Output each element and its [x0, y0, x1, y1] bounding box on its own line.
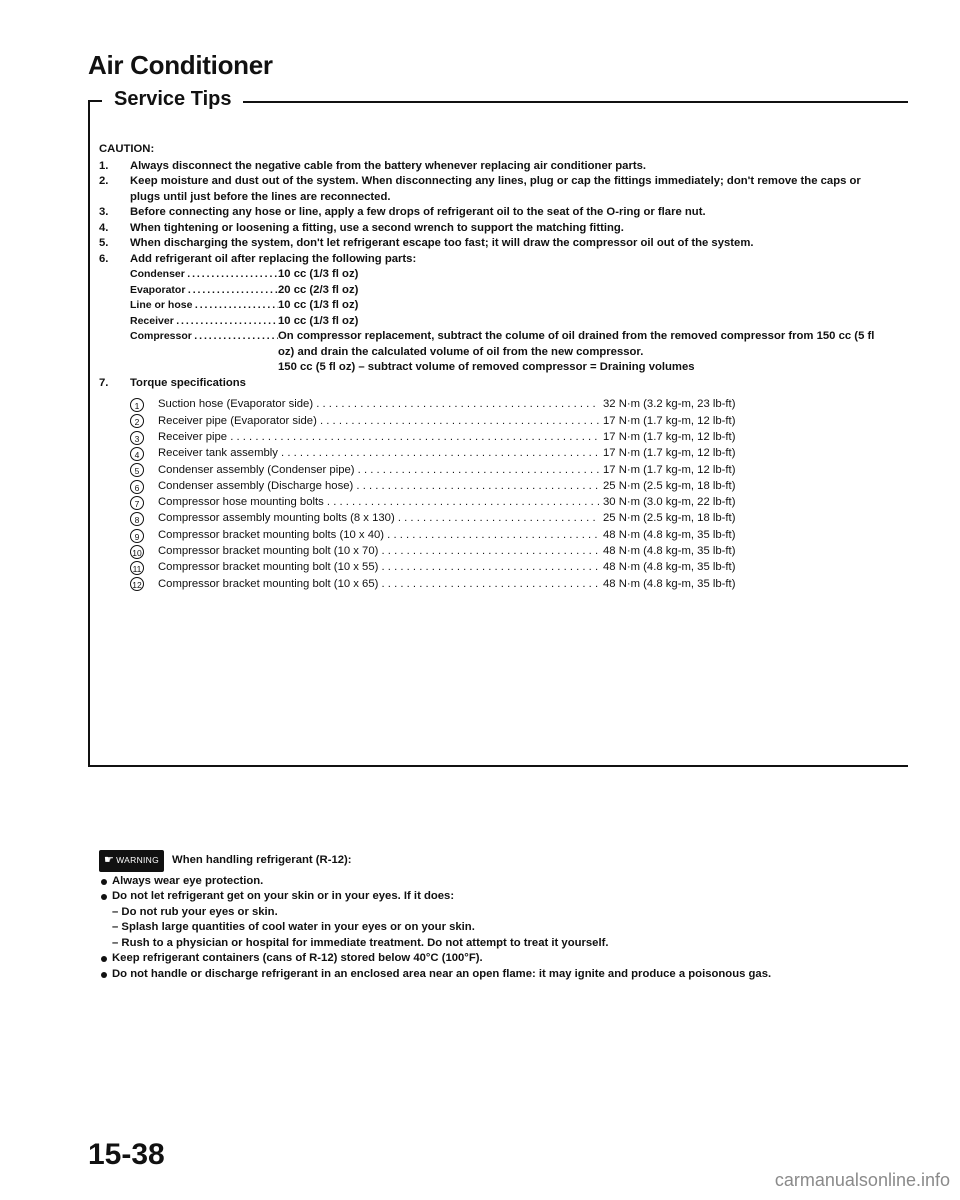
torque-value: 48 N·m (4.8 kg-m, 35 lb-ft) — [603, 561, 736, 574]
torque-row — [130, 495, 889, 511]
frame-corner — [88, 100, 102, 102]
callout-number: 3 — [130, 431, 144, 445]
torque-part: Receiver pipe (Evaporator side) . . . — [158, 414, 599, 430]
bullet-text: Keep refrigerant containers (cans of R-12) stored below 40°C (100°F). — [112, 952, 483, 964]
torque-part: Receiver tank assembly . . . — [158, 446, 599, 462]
item-number: 6. — [99, 252, 109, 265]
oil-row — [130, 298, 889, 314]
frame-bottom-border — [88, 765, 908, 767]
torque-row — [130, 478, 889, 494]
item-number: 2. — [99, 175, 109, 187]
page-title: Air Conditioner — [88, 50, 273, 80]
caution-section — [99, 142, 889, 593]
oil-part-name: Condenser . . . — [130, 267, 278, 283]
callout-number: 9 — [130, 529, 144, 543]
torque-value: 48 N·m (4.8 kg-m, 35 lb-ft) — [603, 545, 736, 558]
oil-amount: 10 cc (1/3 fl oz) — [278, 268, 359, 280]
callout-number: 6 — [130, 480, 144, 494]
torque-value: 48 N·m (4.8 kg-m, 35 lb-ft) — [603, 528, 736, 541]
item-text: Add refrigerant oil after replacing the following parts: — [130, 252, 417, 265]
torque-value: 25 N·m (2.5 kg-m, 18 lb-ft) — [603, 512, 736, 525]
torque-part: Compressor bracket mounting bolts (10 x 40) . . . — [158, 528, 599, 544]
torque-table — [130, 397, 889, 593]
oil-part-name: Compressor . . . — [130, 329, 278, 376]
oil-part-name: Evaporator . . . — [130, 283, 278, 299]
torque-part: Receiver pipe . . . — [158, 430, 599, 446]
warning-badge-label: WARNING — [116, 855, 160, 865]
warning-subitem: – Rush to a physician or hospital for immediate treatment. Do not attempt to treat it yourself. — [112, 936, 609, 949]
callout-number: 1 — [130, 398, 144, 412]
torque-value: 17 N·m (1.7 kg-m, 12 lb-ft) — [603, 447, 736, 460]
caution-item — [99, 252, 889, 376]
caution-item — [99, 221, 889, 237]
item-number: 1. — [99, 159, 109, 172]
item-number: 3. — [99, 206, 109, 218]
caution-heading: CAUTION: — [99, 143, 155, 155]
oil-table — [130, 267, 889, 376]
item-text: Always disconnect the negative cable from the battery whenever replacing air conditioner parts. — [130, 159, 647, 172]
oil-row — [130, 329, 889, 376]
oil-row — [130, 314, 889, 330]
callout-number: 10 — [130, 545, 144, 559]
torque-part: Compressor bracket mounting bolt (10 x 55) . . . — [158, 560, 599, 576]
bullet-icon — [101, 894, 107, 900]
oil-amount: 20 cc (2/3 fl oz) — [278, 283, 359, 296]
torque-part: Compressor bracket mounting bolt (10 x 65) . . . — [158, 577, 599, 593]
bullet-icon — [101, 879, 107, 885]
warning-bullet — [99, 967, 889, 983]
item-text: Before connecting any hose or line, apply a few drops of refrigerant oil to the seat of the O-ring or flare nut. — [130, 206, 706, 218]
bullet-text: Do not handle or discharge refrigerant in an enclosed area near an open flame: it may ignite and produce a poisonous gas. — [112, 967, 772, 980]
torque-row — [130, 576, 889, 592]
warning-subitem: – Splash large quantities of cool water in your eyes or on your skin. — [112, 921, 475, 933]
warning-badge — [99, 850, 164, 872]
item-text: When discharging the system, don't let refrigerant escape too fast; it will draw the compressor oil out of the system. — [130, 237, 754, 249]
callout-number: 12 — [130, 577, 144, 591]
torque-value: 17 N·m (1.7 kg-m, 12 lb-ft) — [603, 414, 736, 427]
callout-number: 2 — [130, 414, 144, 428]
caution-item — [99, 159, 889, 175]
oil-part-name: Line or hose . . . — [130, 298, 278, 314]
torque-part: Condenser assembly (Discharge hose) . . . — [158, 479, 599, 495]
bullet-icon — [101, 972, 107, 978]
caution-item — [99, 376, 889, 593]
torque-value: 48 N·m (4.8 kg-m, 35 lb-ft) — [603, 577, 736, 590]
item-text: When tightening or loosening a fitting, use a second wrench to support the matching fitting. — [130, 221, 624, 234]
oil-row — [130, 283, 889, 299]
item-text: Keep moisture and dust out of the system. When disconnecting any lines, plug or cap the fittings immediately; don't remove the caps or plugs until just before the lines are reconnected. — [130, 175, 861, 203]
section-title: Service Tips — [114, 88, 232, 110]
callout-number: 7 — [130, 496, 144, 510]
caution-item — [99, 205, 889, 221]
frame-left-border — [88, 100, 90, 765]
page-number: 15-38 — [88, 1138, 165, 1171]
torque-row — [130, 544, 889, 560]
torque-value: 17 N·m (1.7 kg-m, 12 lb-ft) — [603, 430, 736, 443]
torque-part: Compressor hose mounting bolts . . . — [158, 495, 599, 511]
bullet-text: Do not let refrigerant get on your skin or in your eyes. If it does: — [112, 890, 455, 902]
caution-item — [99, 174, 889, 205]
torque-row — [130, 430, 889, 446]
section-header — [88, 88, 908, 114]
torque-row — [130, 446, 889, 462]
item-number: 7. — [99, 376, 109, 389]
torque-row — [130, 413, 889, 429]
torque-part: Condenser assembly (Condenser pipe) . . . — [158, 463, 599, 479]
item-number: 5. — [99, 237, 109, 249]
warning-heading-row — [99, 850, 889, 872]
warning-bullet — [99, 951, 889, 967]
bullet-text: Always wear eye protection. — [112, 874, 264, 887]
watermark: carmanualsonline.info — [774, 1170, 950, 1190]
callout-number: 5 — [130, 463, 144, 477]
warning-section — [99, 850, 889, 982]
torque-value: 30 N·m (3.0 kg-m, 22 lb-ft) — [603, 496, 736, 509]
compressor-oil-text: On compressor replacement, subtract the colume of oil drained from the removed compressor from 150 cc (5 fl oz) and drain the calculated volume of oil from the new compressor. — [278, 330, 875, 358]
oil-amount — [278, 329, 889, 376]
warning-subitem: – Do not rub your eyes or skin. — [112, 905, 278, 918]
caution-item — [99, 236, 889, 252]
torque-row — [130, 511, 889, 527]
oil-amount: 10 cc (1/3 fl oz) — [278, 299, 359, 311]
torque-row — [130, 527, 889, 543]
item-text: Torque specifications — [130, 376, 246, 389]
warning-heading: When handling refrigerant (R-12): — [172, 854, 352, 866]
item-number: 4. — [99, 221, 109, 234]
oil-amount: 10 cc (1/3 fl oz) — [278, 314, 359, 327]
torque-row — [130, 397, 889, 413]
warning-hand-icon: ☛ — [104, 854, 115, 866]
oil-row — [130, 267, 889, 283]
torque-row — [130, 560, 889, 576]
torque-part: Compressor assembly mounting bolts (8 x 130) . . . — [158, 511, 599, 527]
bullet-icon — [101, 956, 107, 962]
callout-number: 4 — [130, 447, 144, 461]
torque-value: 25 N·m (2.5 kg-m, 18 lb-ft) — [603, 479, 736, 492]
warning-bullet — [99, 874, 889, 890]
warning-bullet — [99, 889, 889, 905]
torque-part: Compressor bracket mounting bolt (10 x 70) . . . — [158, 544, 599, 560]
torque-value: 17 N·m (1.7 kg-m, 12 lb-ft) — [603, 463, 736, 476]
section-rule — [243, 101, 908, 103]
callout-number: 8 — [130, 512, 144, 526]
draining-volume-formula: 150 cc (5 fl oz) – subtract volume of removed compressor = Draining volumes — [278, 361, 695, 373]
torque-part: Suction hose (Evaporator side) . . . — [158, 397, 599, 413]
torque-row — [130, 462, 889, 478]
callout-number: 11 — [130, 561, 144, 575]
torque-value: 32 N·m (3.2 kg-m, 23 lb-ft) — [603, 398, 736, 411]
oil-part-name: Receiver . . . — [130, 314, 278, 330]
